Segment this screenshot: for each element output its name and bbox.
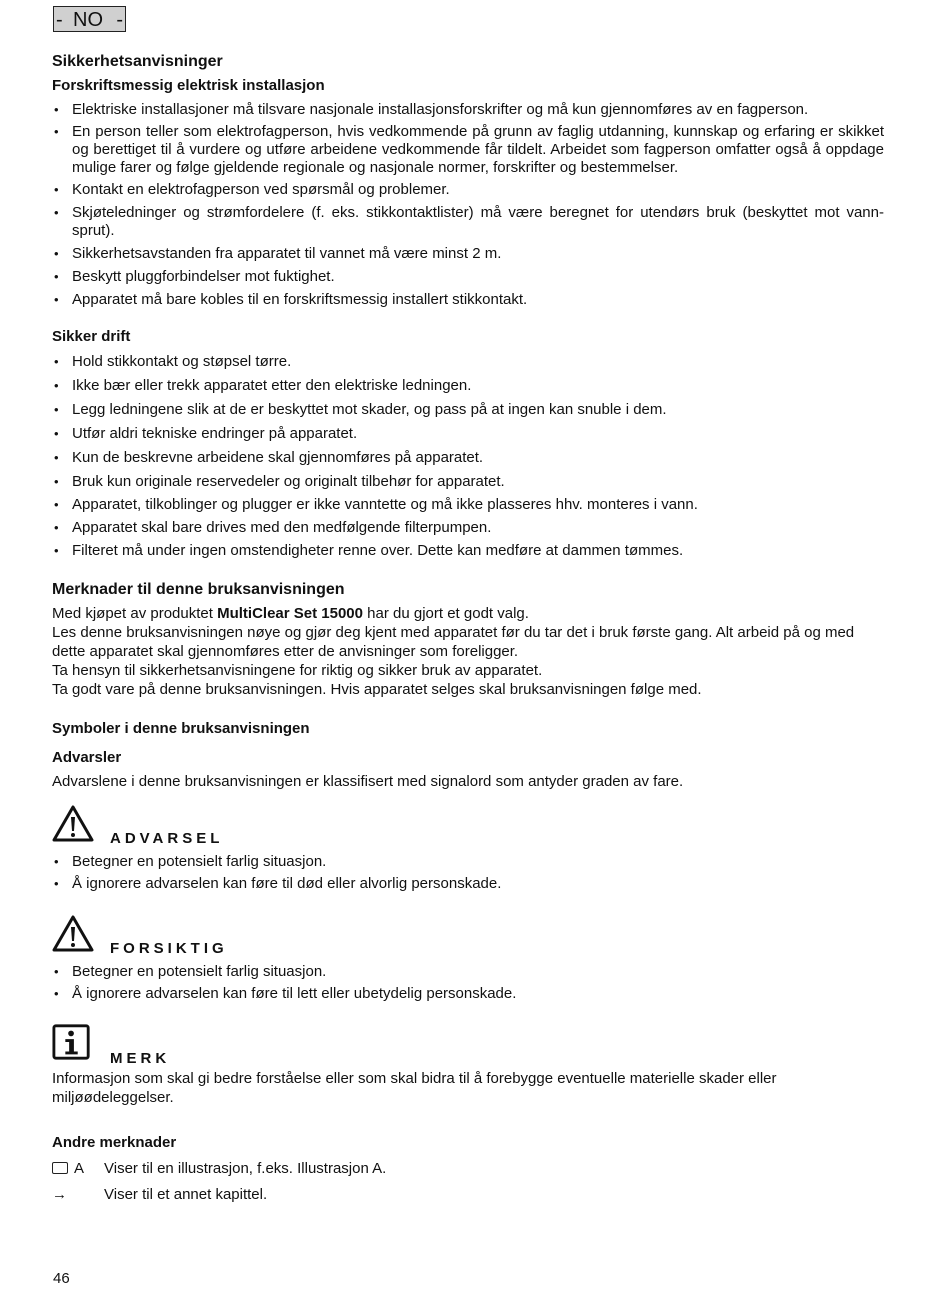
- purchase-paragraph: [52, 604, 884, 623]
- warnings-intro: Advarslene i denne bruksanvisningen er klassifisert med signalord som antyder graden av fare.: [52, 773, 684, 790]
- list-item: • Hold stikkontakt og støpsel tørre.: [52, 353, 884, 371]
- warning-triangle-icon: [52, 805, 94, 843]
- purchase-text-pre: Med kjøpet av produktet: [52, 605, 218, 622]
- list-item: • Å ignorere advarselen kan føre til død eller alvorlig personskade.: [52, 875, 884, 893]
- other-notes-list: [52, 1159, 884, 1211]
- purchase-text-post: har du gjort et godt valg.: [363, 605, 529, 622]
- other-notes-title: Andre merknader: [52, 1134, 177, 1151]
- merk-text: Informasjon som skal gi bedre forståelse eller som skal bidra til å forebygge eventuelle materielle skader eller miljøødeleggelser.: [52, 1070, 777, 1106]
- advarsel-label: ADVARSEL: [110, 830, 224, 847]
- language-tag-left: -: [56, 9, 63, 31]
- electrical-list: [52, 101, 884, 309]
- list-item: • Apparatet, tilkoblinger og plugger er ikke vanntette og må ikke plasseres hhv. monteres i vann.: [52, 496, 884, 514]
- merk-label: MERK: [110, 1050, 171, 1067]
- list-item: • Filteret må under ingen omstendigheter renne over. Dette kan medføre at dammen tømmes.: [52, 542, 884, 560]
- list-item: • Bruk kun originale reservedeler og originalt tilbehør for apparatet.: [52, 473, 884, 491]
- advarsel-block: [52, 805, 884, 893]
- chapter-reference-row: [52, 1185, 884, 1211]
- list-item: • Skjøteledninger og strømfordelere (f. eks. stikkontaktlister) må være beregnet for utendørs bruk (beskyttet mot vann-sprut).: [52, 204, 884, 240]
- merk-block: [52, 1023, 884, 1107]
- language-tag: [53, 6, 126, 32]
- keep-manual-paragraph: Ta godt vare på denne bruksanvisningen. Hvis apparatet selges skal bruksanvisningen følge med.: [52, 681, 702, 698]
- warnings-title: Advarsler: [52, 749, 122, 766]
- subsection-title-electrical: Forskriftsmessig elektrisk installasjon: [52, 77, 325, 94]
- list-item: • Kontakt en elektrofagperson ved spørsmål og problemer.: [52, 181, 884, 199]
- chapter-reference-text: Viser til et annet kapittel.: [104, 1186, 268, 1203]
- language-tag-right: -: [116, 9, 123, 31]
- list-item: • Å ignorere advarselen kan føre til lett eller ubetydelig personskade.: [52, 985, 884, 1003]
- page-content: [52, 50, 884, 1211]
- warning-triangle-icon: [52, 915, 94, 953]
- illustration-reference-row: [52, 1159, 884, 1185]
- advarsel-list: [52, 853, 884, 893]
- page-number: 46: [53, 1270, 70, 1287]
- arrow-right-icon: →: [52, 1186, 67, 1203]
- subsection-title-safe-operation: Sikker drift: [52, 328, 131, 345]
- symbols-title: Symboler i denne bruksanvisningen: [52, 720, 310, 737]
- read-manual-paragraph: Les denne bruksanvisningen nøye og gjør deg kjent med apparatet før du tar det i bruk første gang. Alt arbeid på og med dette apparatet skal gjennomføres etter de anvisninger som foreligger.: [52, 624, 855, 660]
- illustration-symbol: A: [74, 1160, 85, 1177]
- list-item: • Elektriske installasjoner må tilsvare nasjonale installasjonsforskrifter og må kun gjennomføres av en fagperson.: [52, 101, 884, 119]
- forsiktig-list: [52, 963, 884, 1003]
- section-title-safety: Sikkerhetsanvisninger: [52, 53, 223, 70]
- forsiktig-block: [52, 915, 884, 1003]
- forsiktig-label: FORSIKTIG: [110, 940, 228, 957]
- list-item: • Beskytt pluggforbindelser mot fuktighet.: [52, 268, 884, 286]
- list-item: • Betegner en potensielt farlig situasjon.: [52, 853, 884, 871]
- info-icon: [52, 1023, 92, 1061]
- safety-reference-paragraph: Ta hensyn til sikkerhetsanvisningene for riktig og sikker bruk av apparatet.: [52, 662, 543, 679]
- list-item: • Betegner en potensielt farlig situasjon.: [52, 963, 884, 981]
- list-item: • Apparatet må bare kobles til en forskriftsmessig installert stikkontakt.: [52, 291, 884, 309]
- section-title-notes: Merknader til denne bruksanvisningen: [52, 581, 345, 598]
- list-item: • En person teller som elektrofagperson, hvis vedkommende på grunn av faglig utdanning, kunnskap og erfaring er skikket og berettiget til å vurdere og utføre arbeidene vedkommende får tildelt. Arbeidet som fagperson omfatter også å oppdage mulige farer og følge gjeldende regionale og nasjonale normer, forskrifter og bestemmelser.: [52, 123, 884, 177]
- safe-operation-list: [52, 353, 884, 560]
- list-item: • Apparatet skal bare drives med den medfølgende filterpumpen.: [52, 519, 884, 537]
- list-item: • Ikke bær eller trekk apparatet etter den elektriske ledningen.: [52, 377, 884, 395]
- list-item: • Sikkerhetsavstanden fra apparatet til vannet må være minst 2 m.: [52, 245, 884, 263]
- list-item: • Legg ledningene slik at de er beskyttet mot skader, og pass på at ingen kan snuble i dem.: [52, 401, 884, 419]
- product-name: MultiClear Set 15000: [217, 605, 363, 622]
- language-code: NO: [73, 9, 103, 31]
- book-icon: [52, 1162, 68, 1174]
- illustration-reference-text: Viser til en illustrasjon, f.eks. Illustrasjon A.: [104, 1160, 387, 1177]
- list-item: • Kun de beskrevne arbeidene skal gjennomføres på apparatet.: [52, 449, 884, 467]
- list-item: • Utfør aldri tekniske endringer på apparatet.: [52, 425, 884, 443]
